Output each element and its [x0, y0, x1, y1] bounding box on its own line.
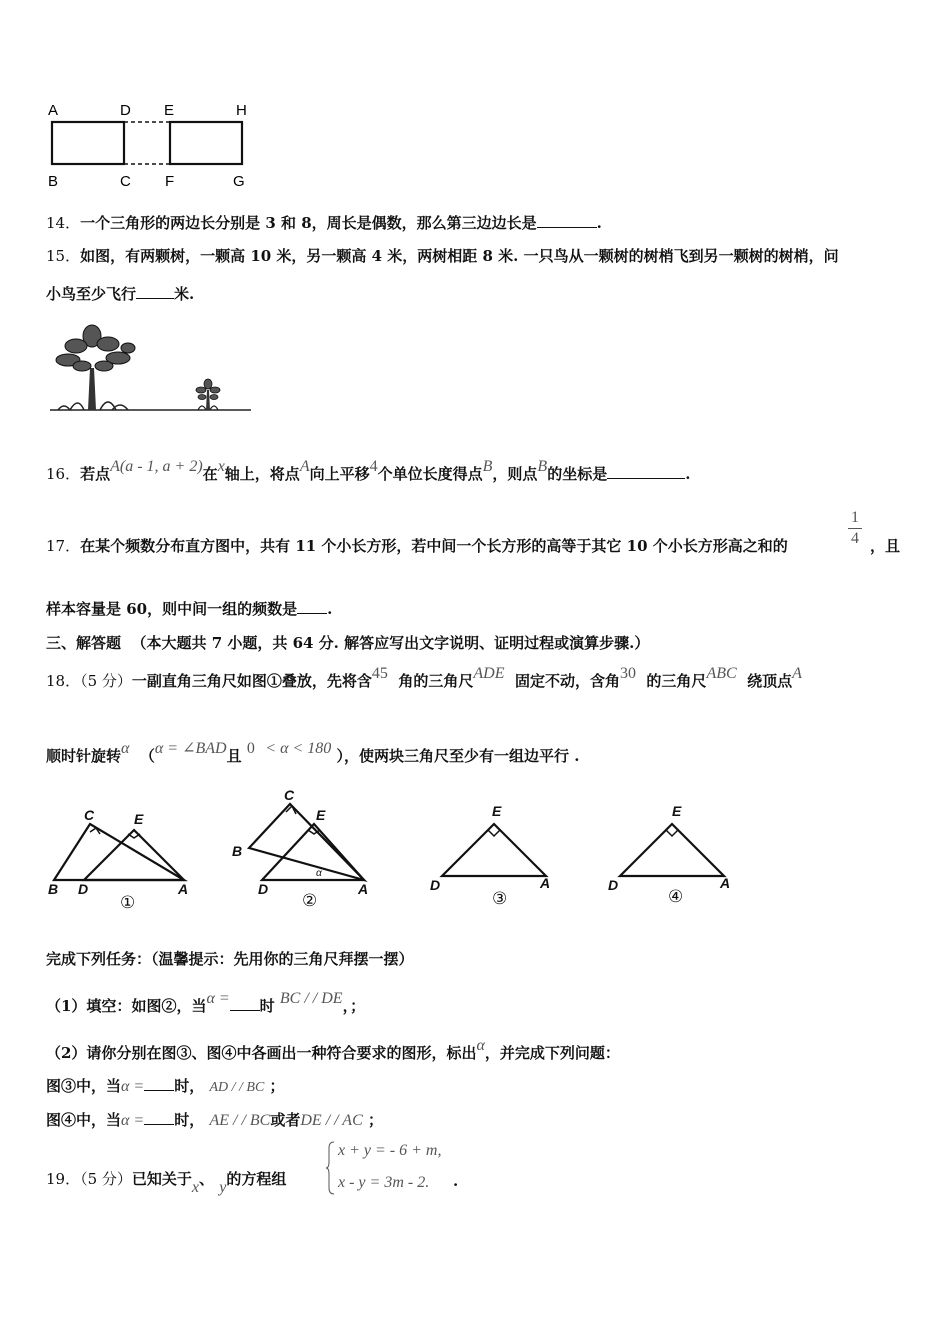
q18-part3 [46, 1075, 285, 1096]
label-D: D [120, 102, 131, 119]
fig4-triangle-ade [620, 824, 724, 876]
fig4-caption: ④ [668, 887, 684, 906]
question-19 [46, 1168, 287, 1196]
label-F: F [165, 173, 175, 190]
q16-period: . [685, 465, 691, 483]
q19-x: x [191, 1179, 200, 1196]
q18-p1-blank[interactable] [230, 996, 260, 1011]
q17-number: 17． [46, 537, 81, 555]
fig2-label-e: E [316, 807, 326, 823]
trees-figure [48, 318, 253, 414]
section-3-desc: （本大题共 7 小题，共 64 分. 解答应写出文字说明、证明过程或演算步骤.） [131, 634, 650, 652]
q18-part4 [46, 1109, 383, 1130]
question-18 [46, 665, 802, 691]
label-E: E [164, 102, 175, 119]
q17-text-line2: 样本容量是 60，则中间一组的频数是 [46, 600, 298, 618]
q16-a: A [299, 458, 310, 475]
fig2-triangle-ade [262, 824, 364, 880]
q15-number: 15． [46, 247, 81, 265]
q18-t1: 一副直角三角尺如图①叠放，先将含 [131, 672, 372, 690]
q18-task: 完成下列任务：（温馨提示：先用你的三角尺拜摆一摆） [46, 950, 414, 968]
q18-p4-blank[interactable] [144, 1110, 174, 1125]
q16-b: B [482, 458, 493, 475]
q18-p3-alpha: α = [121, 1078, 145, 1095]
q19-end-dot: · [453, 1176, 459, 1194]
fig2-label-d: D [258, 881, 269, 897]
label-B: B [48, 173, 59, 190]
q14-v1: 3 [265, 214, 276, 232]
fig4-label-a: A [720, 875, 731, 891]
q18-alpha-def: α = ∠BAD [154, 740, 227, 757]
q18-p2-end: ，并完成下列问题： [484, 1044, 620, 1062]
q15-text-line1: 如图，有两颗树，一颗高 10 米，另一颗高 4 米，两树相距 8 米. 一只鸟从一颗树的树梢飞到另一颗树的树梢，问 [80, 247, 839, 265]
q19-number: 19． [46, 1170, 81, 1188]
q17-fraction [846, 508, 864, 548]
rectangles-figure [44, 100, 254, 190]
q14-period: . [596, 214, 602, 232]
q18-t4: 的三角尺 [646, 672, 707, 690]
question-17-line2 [46, 598, 332, 619]
fig3-label-a: A [540, 875, 551, 891]
q18-p1-a: （1）填空：如图②，当 [46, 997, 207, 1015]
triangle-figures [44, 786, 744, 916]
q18-p4-a: 图④中，当 [46, 1111, 122, 1129]
q16-t2: 在 [202, 465, 218, 483]
section-3-header [46, 632, 649, 653]
question-16 [46, 458, 691, 484]
q18-p1-b: 时 [259, 997, 275, 1015]
q18-score: （5 分） [80, 672, 132, 690]
q18-and: 且 [226, 747, 242, 765]
q14-text2: ，周长是偶数，那么第三边边长是 [311, 214, 537, 232]
q16-four: 4 [369, 458, 378, 475]
fig3-label-d: D [430, 877, 441, 893]
q18-p4-d: ； [367, 1111, 383, 1129]
q18-p3-ad-bc: AD / / BC [209, 1080, 265, 1095]
q16-t5: 个单位长度得点 [377, 465, 483, 483]
q18-p3-b: 时， [174, 1077, 205, 1095]
q18-abc: ABC [706, 665, 737, 682]
q18-45: 45 [371, 665, 388, 682]
q15-text-line2: 小鸟至少飞行 [46, 285, 137, 303]
q16-point-a: A(a - 1, a + 2) [110, 458, 203, 475]
q19-equation-1: x + y = - 6 + m, [338, 1142, 442, 1159]
q16-axis-x: x [217, 458, 225, 475]
fig1-label-e: E [134, 811, 144, 827]
q18-p4-ae-bc: AE / / BC [209, 1112, 271, 1129]
q18-p4-alpha: α = [121, 1112, 145, 1129]
q18-l2-t1: 顺时针旋转 [46, 747, 122, 765]
fig1-label-d: D [78, 881, 89, 897]
q19-score: （5 分） [80, 1170, 132, 1188]
q18-p3-blank[interactable] [144, 1076, 174, 1091]
q18-p4-or: 或者 [270, 1111, 301, 1129]
section-3-title: 三、解答题 [46, 634, 122, 652]
q17-frac-den: 4 [851, 530, 859, 547]
q18-part2 [46, 1037, 620, 1063]
q18-t2: 角的三角尺 [398, 672, 474, 690]
q14-number: 14． [46, 214, 81, 232]
q18-zero: 0 [246, 740, 255, 757]
q16-answer-blank[interactable] [607, 464, 685, 479]
fig2-label-b: B [232, 843, 243, 859]
q16-t3: 轴上，将点 [224, 465, 300, 483]
q16-number: 16． [46, 465, 81, 483]
fig2-alpha-label: α [316, 868, 322, 879]
q14-v2: 8 [301, 214, 312, 232]
q18-p1-c: ，； [342, 997, 366, 1015]
q19-equation-2: x - y = 3m - 2. [338, 1174, 430, 1191]
q19-brace [326, 1140, 336, 1196]
q14-answer-blank[interactable] [537, 213, 597, 228]
q19-t3: 的方程组 [226, 1170, 287, 1188]
q17-answer-blank[interactable] [297, 599, 327, 614]
fig2-label-a: A [358, 881, 369, 897]
fig3-caption: ③ [492, 889, 508, 908]
fig4-label-d: D [608, 877, 619, 893]
label-C: C [120, 173, 131, 190]
q18-p1-bc-de: BC / / DE [279, 990, 343, 1007]
q15-answer-blank[interactable] [136, 284, 174, 299]
q18-alpha: α [121, 740, 130, 757]
fig3-triangle-ade [442, 824, 546, 876]
q17-line1-end: ，且 [870, 537, 901, 555]
question-15 [46, 245, 839, 266]
q18-t5: 绕顶点 [747, 672, 793, 690]
q16-t6: ，则点 [492, 465, 538, 483]
q18-t3: 固定不动，含角 [514, 672, 620, 690]
q14-and: 和 [275, 214, 302, 232]
question-17 [46, 535, 788, 556]
q16-t4: 向上平移 [309, 465, 370, 483]
q18-paren: （ [139, 747, 155, 765]
q18-a: A [792, 665, 802, 682]
q18-p1-alpha: α = [206, 990, 230, 1007]
fig2-label-c: C [284, 787, 295, 803]
q18-range: < α < 180 [265, 740, 332, 757]
q18-p4-b: 时， [174, 1111, 205, 1129]
fig3-label-e: E [492, 803, 502, 819]
label-A: A [48, 102, 59, 119]
question-15-line2 [46, 283, 194, 304]
label-G: G [233, 173, 245, 190]
q14-text: 一个三角形的两边长分别是 [80, 214, 266, 232]
fig2-triangle-abc [249, 804, 364, 880]
label-H: H [236, 102, 247, 119]
q18-p3-c: ； [269, 1077, 285, 1095]
q18-l2-t4: ），使两块三角尺至少有一组边平行 . [336, 747, 580, 765]
question-18-line2 [46, 740, 580, 766]
fig1-caption: ① [120, 893, 136, 912]
q18-p2-text: （2）请你分别在图③、图④中各画出一种符合要求的图形，标出 [46, 1044, 477, 1062]
question-14 [46, 212, 602, 233]
fig1-label-a: A [178, 881, 189, 897]
q16-t7: 的坐标是 [547, 465, 608, 483]
fig2-caption: ② [302, 891, 318, 910]
q18-p4-de-ac: DE / / AC [300, 1112, 363, 1129]
q18-ade: ADE [473, 665, 505, 682]
q19-t1: 已知关于 [131, 1170, 192, 1188]
q15-unit: 米. [174, 285, 195, 303]
q19-comma: 、 [199, 1170, 215, 1188]
fig1-triangle-abc [54, 824, 184, 880]
q16-t1: 若点 [80, 465, 111, 483]
q19-y: y [219, 1179, 227, 1196]
q18-part1 [46, 990, 366, 1016]
fig1-label-c: C [84, 807, 95, 823]
q18-30: 30 [619, 665, 636, 682]
fig1-label-b: B [48, 881, 59, 897]
q17-frac-num: 1 [851, 509, 859, 526]
q17-text-line1: 在某个频数分布直方图中，共有 11 个小长方形，若中间一个长方形的高等于其它 10 个小长方形高之和的 [80, 537, 788, 555]
fig4-label-e: E [672, 803, 682, 819]
q17-period: . [327, 600, 333, 618]
q18-number: 18． [46, 672, 81, 690]
q18-p2-alpha: α [476, 1037, 485, 1054]
q18-p3-a: 图③中，当 [46, 1077, 122, 1095]
q16-b2: B [537, 458, 548, 475]
